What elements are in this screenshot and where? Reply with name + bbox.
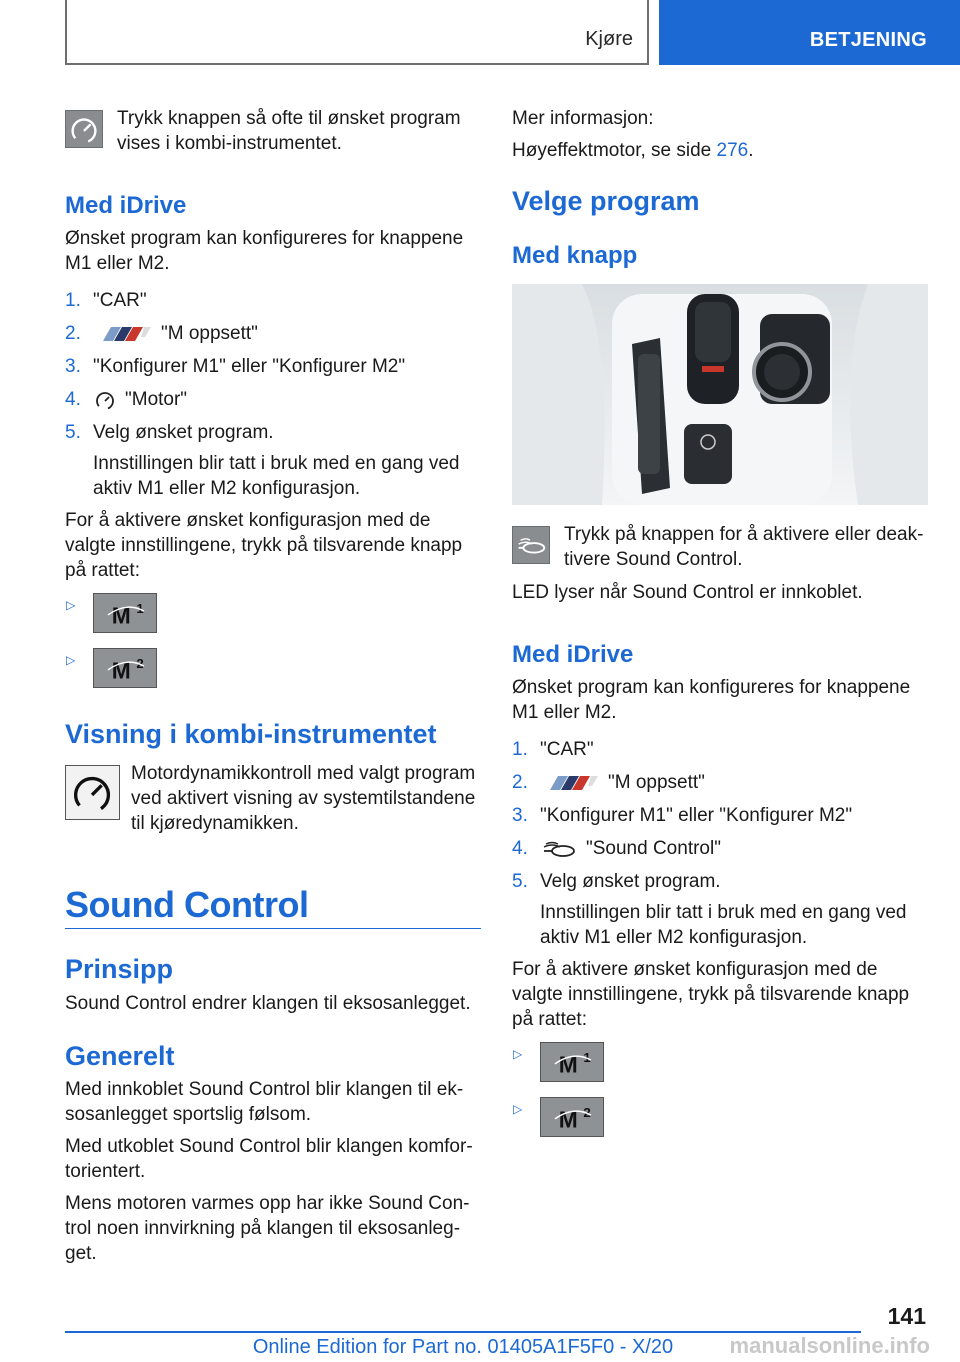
sound-control-button-icon: [512, 526, 550, 564]
list-item: 1. "CAR": [512, 739, 594, 760]
bullet-triangle: ▷: [66, 653, 76, 667]
small-gauge-icon: [93, 389, 117, 411]
prinsipp-text: Sound Control endrer klangen til eksosanlegget.: [65, 993, 471, 1014]
bullet-triangle: ▷: [66, 598, 76, 612]
center-console-photo: [512, 284, 928, 505]
svg-text:M: M: [111, 657, 131, 684]
header-section-box: [65, 0, 649, 65]
right-idrive-heading: Med iDrive: [512, 641, 634, 668]
svg-text:1: 1: [583, 1050, 591, 1065]
generelt-para-3: Mens motoren varmes opp har ikke Sound Control noen innvirkning på klangen til eksosanlegget.: [65, 1193, 470, 1264]
intro-text: Trykk knappen så ofte til ønsket program vises i kombi-instrumentet.: [117, 108, 461, 154]
list-item: 4. "Motor": [65, 387, 481, 412]
generelt-heading: Generelt: [65, 1041, 175, 1071]
watermark: manualsonline.info: [729, 1333, 930, 1358]
header-section-title: Kjøre: [585, 28, 633, 50]
svg-text:M: M: [111, 602, 131, 629]
list-item: 5. Velg ønsket program.: [512, 871, 721, 892]
prinsipp-heading: Prinsipp: [65, 954, 174, 984]
left-idrive-text: Ønsket program kan konfigureres for knappene M1 eller M2.: [65, 228, 464, 274]
svg-text:2: 2: [136, 656, 144, 671]
velge-program-heading: Velge program: [512, 186, 700, 216]
sound-control-icon: [540, 838, 578, 860]
m2-steering-button-icon: [93, 648, 157, 688]
dynamic-control-display-icon: [65, 765, 120, 820]
svg-text:M: M: [558, 1051, 578, 1078]
m-stripes-icon: [97, 325, 153, 343]
left-step5-note: Innstillingen blir tatt i bruk med en gang ved aktiv M1 eller M2 konfigurasjon.: [93, 453, 460, 499]
list-item: 3. "Konfigurer M1" eller "Konfigurer M2": [65, 356, 406, 377]
page-number: 141: [887, 1303, 926, 1329]
bullet-triangle: ▷: [513, 1102, 523, 1116]
svg-text:2: 2: [583, 1105, 591, 1120]
bullet-triangle: ▷: [513, 1047, 523, 1061]
sound-control-title: Sound Control: [65, 884, 309, 925]
left-activate-text: For å aktivere ønsket konfigurasjon med de valgte innstillingene, trykk på tilsvarende knapp på rattet:: [65, 510, 463, 581]
m2-steering-button-icon: [540, 1097, 604, 1137]
svg-text:1: 1: [136, 601, 144, 616]
list-item: 4. "Sound Control": [512, 838, 721, 859]
right-activate-text: For å aktivere ønsket konfigurasjon med de valgte innstillingene, trykk på tilsvarende knapp på rattet:: [512, 959, 910, 1030]
m1-steering-button-icon: [540, 1042, 604, 1082]
generelt-para-2: Med utkoblet Sound Control blir klangen komfortorientert.: [65, 1136, 473, 1182]
left-idrive-heading: Med iDrive: [65, 192, 187, 219]
med-knapp-heading: Med knapp: [512, 242, 638, 269]
more-info-label: Mer informasjon:: [512, 108, 654, 129]
press-text: Trykk på knappen for å aktivere eller deaktivere Sound Control.: [564, 524, 924, 570]
more-info-line: Høyeffektmotor, se side 276.: [512, 140, 754, 161]
generelt-para-1: Med innkoblet Sound Control blir klangen til eksosanlegget sportslig følsom.: [65, 1079, 464, 1125]
header-chapter-tab[interactable]: BETJENING: [659, 0, 960, 65]
right-idrive-text: Ønsket program kan konfigureres for knappene M1 eller M2.: [512, 677, 911, 723]
right-step5-note: Innstillingen blir tatt i bruk med en gang ved aktiv M1 eller M2 konfigurasjon.: [540, 902, 907, 948]
m1-steering-button-icon: [93, 593, 157, 633]
gauge-icon: [65, 110, 103, 148]
list-item: 2. "M oppsett": [512, 772, 705, 793]
list-item: 5. Velg ønsket program.: [65, 422, 274, 443]
list-item: 2. "M oppsett": [65, 323, 258, 344]
title-underline: [65, 928, 481, 929]
footer-edition: Online Edition for Part no. 01405A1F5F0 - X/20: [252, 1336, 674, 1358]
page-reference-link[interactable]: 276: [716, 140, 749, 161]
list-item: 1. "CAR": [65, 290, 147, 311]
visning-heading: Visning i kombi-instrumentet: [65, 719, 437, 749]
led-text: LED lyser når Sound Control er innkoblet.: [512, 582, 863, 603]
visning-text: Motordynamikkontroll med valgt program ved aktivert visning av systemtilstandene til kjøredynamikken.: [131, 763, 476, 834]
m-stripes-icon: [544, 774, 600, 792]
list-item: 3. "Konfigurer M1" eller "Konfigurer M2": [512, 805, 853, 826]
svg-text:M: M: [558, 1106, 578, 1133]
